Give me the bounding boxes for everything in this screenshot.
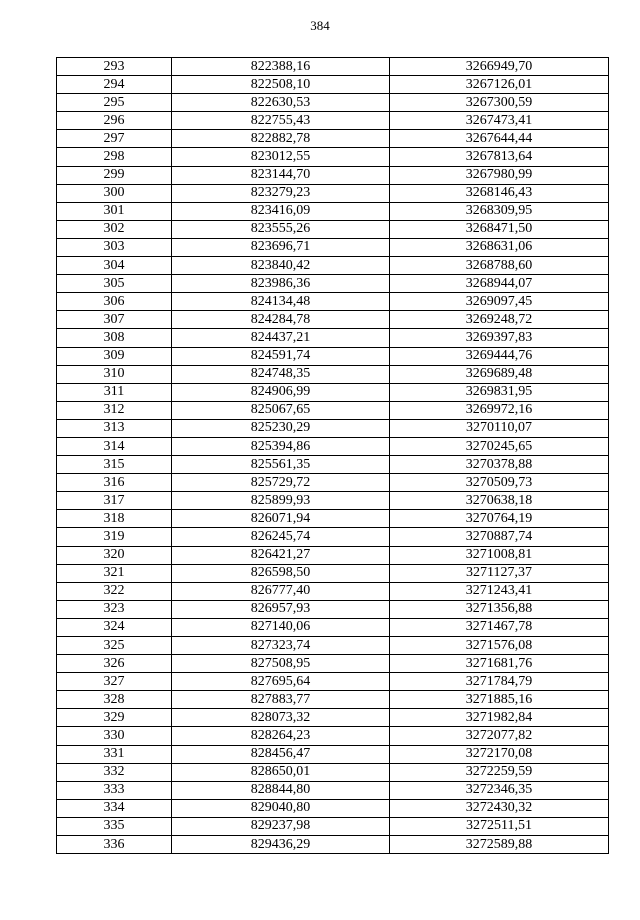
y-coordinate-cell: 3269972,16 [390, 401, 609, 419]
point-number-cell: 325 [57, 637, 172, 655]
point-number-cell: 304 [57, 257, 172, 275]
point-number-cell: 320 [57, 546, 172, 564]
x-coordinate-cell: 823012,55 [172, 148, 390, 166]
table-row [57, 456, 609, 474]
y-coordinate-cell: 3271885,16 [390, 691, 609, 709]
y-coordinate-cell: 3269097,45 [390, 293, 609, 311]
table-row [57, 817, 609, 835]
y-coordinate-cell: 3267126,01 [390, 76, 609, 94]
x-coordinate-cell: 823840,42 [172, 257, 390, 275]
point-number-cell: 323 [57, 600, 172, 618]
point-number-cell: 315 [57, 456, 172, 474]
point-number-cell: 296 [57, 112, 172, 130]
point-number-cell: 302 [57, 220, 172, 238]
x-coordinate-cell: 824591,74 [172, 347, 390, 365]
x-coordinate-cell: 824284,78 [172, 311, 390, 329]
table-row [57, 528, 609, 546]
table-row [57, 836, 609, 854]
point-number-cell: 319 [57, 528, 172, 546]
table-row [57, 329, 609, 347]
y-coordinate-cell: 3271356,88 [390, 600, 609, 618]
point-number-cell: 306 [57, 293, 172, 311]
x-coordinate-cell: 823696,71 [172, 238, 390, 256]
table-row [57, 600, 609, 618]
x-coordinate-cell: 823279,23 [172, 184, 390, 202]
point-number-cell: 316 [57, 474, 172, 492]
point-number-cell: 295 [57, 94, 172, 112]
x-coordinate-cell: 825561,35 [172, 456, 390, 474]
x-coordinate-cell: 822388,16 [172, 58, 390, 76]
table-row [57, 582, 609, 600]
point-number-cell: 308 [57, 329, 172, 347]
point-number-cell: 321 [57, 564, 172, 582]
x-coordinate-cell: 825230,29 [172, 419, 390, 437]
table-row [57, 437, 609, 455]
point-number-cell: 330 [57, 727, 172, 745]
x-coordinate-cell: 824134,48 [172, 293, 390, 311]
y-coordinate-cell: 3267300,59 [390, 94, 609, 112]
point-number-cell: 327 [57, 673, 172, 691]
table-row [57, 401, 609, 419]
x-coordinate-cell: 826421,27 [172, 546, 390, 564]
point-number-cell: 331 [57, 745, 172, 763]
table-row [57, 58, 609, 76]
table-row [57, 799, 609, 817]
y-coordinate-cell: 3270245,65 [390, 437, 609, 455]
y-coordinate-cell: 3266949,70 [390, 58, 609, 76]
point-number-cell: 310 [57, 365, 172, 383]
table-row [57, 220, 609, 238]
table-row [57, 184, 609, 202]
y-coordinate-cell: 3271784,79 [390, 673, 609, 691]
x-coordinate-cell: 828456,47 [172, 745, 390, 763]
point-number-cell: 314 [57, 437, 172, 455]
y-coordinate-cell: 3271681,76 [390, 655, 609, 673]
point-number-cell: 332 [57, 763, 172, 781]
y-coordinate-cell: 3271467,78 [390, 618, 609, 636]
x-coordinate-cell: 827883,77 [172, 691, 390, 709]
x-coordinate-cell: 822882,78 [172, 130, 390, 148]
x-coordinate-cell: 828073,32 [172, 709, 390, 727]
table-row [57, 311, 609, 329]
point-number-cell: 329 [57, 709, 172, 727]
point-number-cell: 294 [57, 76, 172, 94]
x-coordinate-cell: 827695,64 [172, 673, 390, 691]
table-row [57, 655, 609, 673]
point-number-cell: 336 [57, 836, 172, 854]
point-number-cell: 301 [57, 202, 172, 220]
y-coordinate-cell: 3270509,73 [390, 474, 609, 492]
point-number-cell: 300 [57, 184, 172, 202]
table-row [57, 763, 609, 781]
table-row [57, 673, 609, 691]
x-coordinate-cell: 823416,09 [172, 202, 390, 220]
table-row [57, 347, 609, 365]
x-coordinate-cell: 826071,94 [172, 510, 390, 528]
y-coordinate-cell: 3268146,43 [390, 184, 609, 202]
table-row [57, 293, 609, 311]
table-row [57, 637, 609, 655]
y-coordinate-cell: 3272170,08 [390, 745, 609, 763]
point-number-cell: 305 [57, 275, 172, 293]
y-coordinate-cell: 3272346,35 [390, 781, 609, 799]
point-number-cell: 322 [57, 582, 172, 600]
table-row [57, 618, 609, 636]
x-coordinate-cell: 826957,93 [172, 600, 390, 618]
y-coordinate-cell: 3269689,48 [390, 365, 609, 383]
point-number-cell: 303 [57, 238, 172, 256]
table-row [57, 564, 609, 582]
x-coordinate-cell: 824748,35 [172, 365, 390, 383]
table-row [57, 275, 609, 293]
y-coordinate-cell: 3271982,84 [390, 709, 609, 727]
x-coordinate-cell: 826777,40 [172, 582, 390, 600]
table-row [57, 709, 609, 727]
y-coordinate-cell: 3267980,99 [390, 166, 609, 184]
table-row [57, 546, 609, 564]
x-coordinate-cell: 823144,70 [172, 166, 390, 184]
y-coordinate-cell: 3271243,41 [390, 582, 609, 600]
point-number-cell: 311 [57, 383, 172, 401]
x-coordinate-cell: 825067,65 [172, 401, 390, 419]
point-number-cell: 335 [57, 817, 172, 835]
x-coordinate-cell: 829040,80 [172, 799, 390, 817]
x-coordinate-cell: 822630,53 [172, 94, 390, 112]
x-coordinate-cell: 828844,80 [172, 781, 390, 799]
point-number-cell: 324 [57, 618, 172, 636]
coordinates-table-body [57, 58, 609, 854]
y-coordinate-cell: 3270110,07 [390, 419, 609, 437]
y-coordinate-cell: 3268631,06 [390, 238, 609, 256]
x-coordinate-cell: 828650,01 [172, 763, 390, 781]
y-coordinate-cell: 3270887,74 [390, 528, 609, 546]
point-number-cell: 299 [57, 166, 172, 184]
x-coordinate-cell: 828264,23 [172, 727, 390, 745]
y-coordinate-cell: 3268309,95 [390, 202, 609, 220]
x-coordinate-cell: 829237,98 [172, 817, 390, 835]
x-coordinate-cell: 824437,21 [172, 329, 390, 347]
table-row [57, 727, 609, 745]
table-row [57, 781, 609, 799]
point-number-cell: 297 [57, 130, 172, 148]
point-number-cell: 328 [57, 691, 172, 709]
point-number-cell: 317 [57, 492, 172, 510]
y-coordinate-cell: 3267473,41 [390, 112, 609, 130]
table-row [57, 130, 609, 148]
x-coordinate-cell: 825394,86 [172, 437, 390, 455]
x-coordinate-cell: 827323,74 [172, 637, 390, 655]
table-row [57, 691, 609, 709]
table-row [57, 76, 609, 94]
table-row [57, 474, 609, 492]
y-coordinate-cell: 3270638,18 [390, 492, 609, 510]
page-number: 384 [310, 18, 330, 33]
table-row [57, 492, 609, 510]
y-coordinate-cell: 3270378,88 [390, 456, 609, 474]
table-row [57, 383, 609, 401]
x-coordinate-cell: 822755,43 [172, 112, 390, 130]
x-coordinate-cell: 826598,50 [172, 564, 390, 582]
y-coordinate-cell: 3268788,60 [390, 257, 609, 275]
y-coordinate-cell: 3269248,72 [390, 311, 609, 329]
y-coordinate-cell: 3270764,19 [390, 510, 609, 528]
point-number-cell: 307 [57, 311, 172, 329]
x-coordinate-cell: 827140,06 [172, 618, 390, 636]
table-row [57, 365, 609, 383]
point-number-cell: 309 [57, 347, 172, 365]
y-coordinate-cell: 3267813,64 [390, 148, 609, 166]
y-coordinate-cell: 3271576,08 [390, 637, 609, 655]
point-number-cell: 326 [57, 655, 172, 673]
point-number-cell: 298 [57, 148, 172, 166]
y-coordinate-cell: 3272430,32 [390, 799, 609, 817]
table-row [57, 238, 609, 256]
table-row [57, 257, 609, 275]
x-coordinate-cell: 823986,36 [172, 275, 390, 293]
table-row [57, 745, 609, 763]
y-coordinate-cell: 3268944,07 [390, 275, 609, 293]
y-coordinate-cell: 3272589,88 [390, 836, 609, 854]
point-number-cell: 293 [57, 58, 172, 76]
x-coordinate-cell: 823555,26 [172, 220, 390, 238]
x-coordinate-cell: 824906,99 [172, 383, 390, 401]
y-coordinate-cell: 3269831,95 [390, 383, 609, 401]
y-coordinate-cell: 3271127,37 [390, 564, 609, 582]
x-coordinate-cell: 825729,72 [172, 474, 390, 492]
table-row [57, 166, 609, 184]
table-row [57, 148, 609, 166]
x-coordinate-cell: 826245,74 [172, 528, 390, 546]
coordinates-table [56, 57, 609, 854]
point-number-cell: 313 [57, 419, 172, 437]
y-coordinate-cell: 3272259,59 [390, 763, 609, 781]
table-row [57, 510, 609, 528]
y-coordinate-cell: 3271008,81 [390, 546, 609, 564]
table-row [57, 419, 609, 437]
y-coordinate-cell: 3272077,82 [390, 727, 609, 745]
table-row [57, 112, 609, 130]
y-coordinate-cell: 3269444,76 [390, 347, 609, 365]
point-number-cell: 334 [57, 799, 172, 817]
table-row [57, 202, 609, 220]
y-coordinate-cell: 3267644,44 [390, 130, 609, 148]
y-coordinate-cell: 3272511,51 [390, 817, 609, 835]
x-coordinate-cell: 822508,10 [172, 76, 390, 94]
y-coordinate-cell: 3269397,83 [390, 329, 609, 347]
y-coordinate-cell: 3268471,50 [390, 220, 609, 238]
x-coordinate-cell: 827508,95 [172, 655, 390, 673]
table-row [57, 94, 609, 112]
x-coordinate-cell: 825899,93 [172, 492, 390, 510]
point-number-cell: 318 [57, 510, 172, 528]
point-number-cell: 333 [57, 781, 172, 799]
x-coordinate-cell: 829436,29 [172, 836, 390, 854]
point-number-cell: 312 [57, 401, 172, 419]
